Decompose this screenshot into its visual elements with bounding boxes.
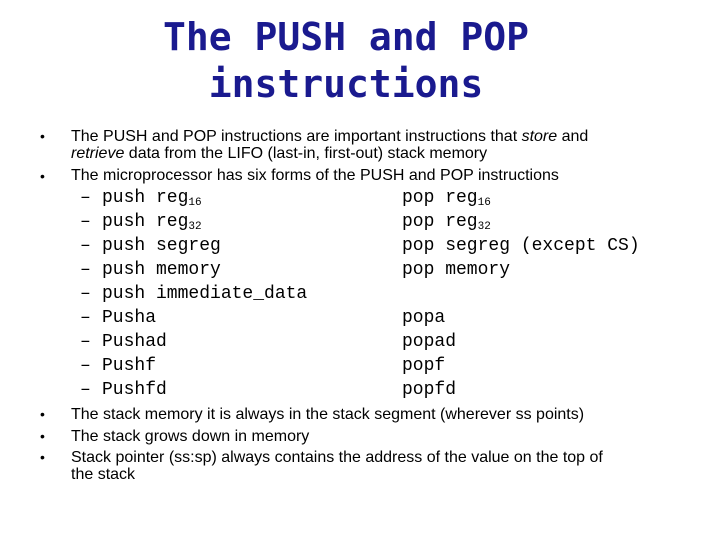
bullet-text-stack-pointer: Stack pointer (ss:sp) always contains the address of the value on the top of the stack [71,449,603,483]
bullet-text-grows-down: The stack grows down in memory [71,428,310,445]
pop-form: popad [402,332,457,352]
slide-title-line-2: instructions [208,62,484,106]
instruction-form-row [80,282,700,306]
instruction-form-row [80,378,700,402]
pop-form: pop segreg (except CS) [402,236,640,256]
pop-form: popfd [402,380,457,400]
dash-marker: – [80,212,91,232]
push-form: Pushad [102,332,167,352]
push-form: Pushf [102,356,157,376]
push-form: Pusha [102,308,157,328]
push-form: push segreg [102,236,221,256]
bullet-icon: • [40,449,45,465]
slide-title-line-1: The PUSH and POP [162,15,530,59]
dash-marker: – [80,284,91,304]
dash-marker: – [80,356,91,376]
pop-form: pop reg$_{32}$ [402,212,491,233]
dash-marker: – [80,380,91,400]
dash-marker: – [80,260,91,280]
instruction-form-row [80,186,700,210]
push-form: push reg$_{32}$ [102,212,202,233]
bullet-icon: • [40,428,45,444]
slide-title [0,14,692,108]
instruction-form-row [80,234,700,258]
pop-form: pop memory [402,260,511,280]
instruction-form-row [80,330,700,354]
push-form: Pushfd [102,380,167,400]
pop-form: popf [402,356,446,376]
pop-form: popa [402,308,446,328]
bullet-text-stack-segment: The stack memory it is always in the stack segment (wherever ss points) [71,406,585,423]
bullet-icon: • [40,168,45,184]
dash-marker: – [80,236,91,256]
bullet-icon: • [40,406,45,422]
instruction-form-row [80,258,700,282]
instruction-form-row [80,354,700,378]
dash-marker: – [80,308,91,328]
dash-marker: – [80,188,91,208]
bullet-text-six-forms: The microprocessor has six forms of the PUSH and POP instructions [71,167,559,184]
bullet-text-store-retrieve: The PUSH and POP instructions are important instructions that store and retrieve data from the LIFO (last-in, first-out) stack memory [71,128,589,162]
push-form: push immediate_data [102,284,308,304]
instruction-form-row [80,210,700,234]
dash-marker: – [80,332,91,352]
push-form: push reg$_{16}$ [102,188,202,209]
bullet-icon: • [40,128,45,144]
push-form: push memory [102,260,221,280]
instruction-form-row [80,306,700,330]
pop-form: pop reg$_{16}$ [402,188,491,209]
